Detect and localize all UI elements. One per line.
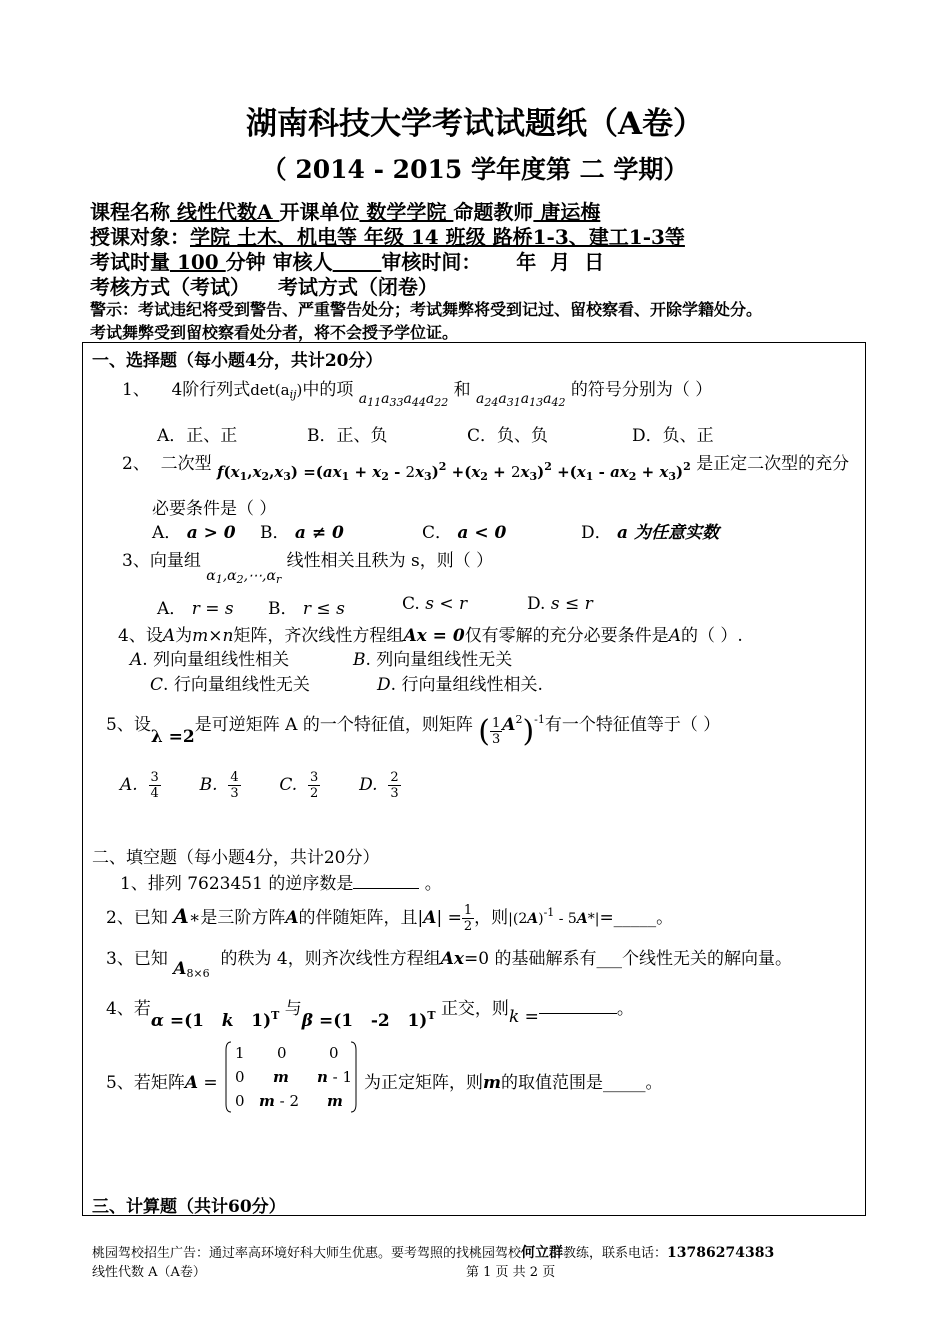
q2-option-b: B． a ≠ 0	[260, 523, 344, 543]
q3-option-b: B． r ≤ s	[268, 599, 345, 619]
q5-options: A. $\frac{3}{4}$ B. $\frac{4}{3}$ C. $\frac{3}{2}$ D. $\frac{2}{3}$	[120, 770, 399, 801]
q1-option-b: B．正、负	[307, 426, 388, 446]
q1-option-c: C．负、负	[467, 426, 549, 446]
question-1-5: 5、设λ =2是可逆矩阵 A 的一个特征值，则矩阵 ( $\frac{1}{3}$ $A^2)^{-1}$有一个特征值等于（ ）	[106, 713, 721, 749]
question-1-3: 3、向量组 $_{\alpha_1,\alpha_2,\cdots,\alpha_r}$ 线性相关且秩为 s，则（ ）	[122, 551, 494, 586]
question-1-2: 2、 二次型 $f(x_1,x_2,x_3) =(ax_1 + x_2 - 2x_3)^2 +(x_2 + 2x_3)^2 +(x_1 - ax_2 + x_3)^2$ 是正定二次型的充分	[122, 454, 850, 483]
unit-name: 数学学院	[359, 200, 454, 224]
question-1-4: 4、设A为m×n矩阵，齐次线性方程组Ax = 0仅有零解的充分必要条件是A的（ ）.	[118, 626, 743, 646]
fill-question-1: 1、排列 7623451 的逆序数是 。	[120, 874, 442, 894]
warning-line-1: 警示：考试违纪将受到警告、严重警告处分；考试舞弊将受到记过、留校察看、开除学籍处分。	[90, 300, 763, 319]
q3-option-a: A． r = s	[157, 599, 234, 619]
exam-title: 湖南科技大学考试试题纸（A卷）	[245, 106, 705, 142]
footer-page-number: 第 1 页 共 2 页	[466, 1265, 556, 1280]
section-2-title: 二、填空题（每小题4分，共计20分）	[92, 848, 380, 868]
course-info-line: 课程名称 线性代数A 开课单位 数学学院 命题教师 唐运梅	[90, 200, 601, 224]
course-name: 线性代数A	[170, 200, 280, 224]
footer-ad: 桃园驾校招生广告：通过率高环境好科大师生优惠。要考驾照的找桃园驾校何立群教练，联系电话：13786274383	[92, 1245, 775, 1261]
q4-option-b: B. 列向量组线性无关	[353, 650, 513, 670]
target-line: 授课对象：学院 土木、机电等 年级 14 班级 路桥1-3、建工1-3等	[90, 225, 685, 249]
fill-question-4: 4、若α =(1 k 1)$^T$ 与β =(1 -2 1)$^T$ 正交，则k = 。	[106, 999, 634, 1031]
q1-option-a: A．正、正	[157, 426, 238, 446]
q3-option-c: C. s < r	[402, 594, 468, 614]
q2-option-a: A． a > 0	[152, 523, 236, 543]
section-1-title: 一、选择题（每小题4分，共计20分）	[92, 351, 383, 371]
fill-question-2: 2、已知 A∗是三阶方阵A的伴随矩阵，且|A| = $\frac{1}{2}$ ，则$|(2A)^{-1}$ - 5A*|=_____。	[106, 903, 674, 934]
question-1-2-cont: 必要条件是（ ）	[152, 499, 277, 519]
q4-option-a: A. 列向量组线性相关	[130, 650, 290, 670]
duration-line: 考试时量 100 分钟 审核人 审核时间： 年 月 日	[90, 250, 605, 274]
matrix-a: 1 0 0 0 m n - 1 0 m - 2 m	[225, 1040, 357, 1114]
question-1-1: 1、 4阶行列式$\det(a_{ij})$中的项 $_{a_{11}a_{33}a_{44}a_{22}}$ 和 $_{a_{24}a_{31}a_{13}a_{42}}$ 的符号分别为（ ）	[122, 380, 713, 409]
warning-line-2: 考试舞弊受到留校察看处分者，将不会授予学位证。	[90, 323, 459, 342]
q3-option-d: D. s ≤ r	[527, 594, 593, 614]
fill-question-5-lead: 5、若矩阵A =	[106, 1073, 218, 1093]
q4-option-c: C. 行向量组线性无关	[150, 675, 310, 695]
teacher-name: 唐运梅	[533, 200, 601, 224]
q1-option-d: D．负、正	[632, 426, 714, 446]
q4-option-d: D. 行向量组线性相关.	[377, 675, 543, 695]
fill-question-3: 3、已知 $A_{8\times 6}$ 的秩为 4，则齐次线性方程组Ax=0 的基础解系有___个线性无关的解向量。	[106, 949, 792, 980]
footer-course: 线性代数 A（A卷）	[92, 1265, 206, 1280]
q2-option-d: D． a 为任意实数	[581, 523, 719, 543]
q2-option-c: C． a < 0	[422, 523, 507, 543]
method-line: 考核方式（考试） 考试方式（闭卷）	[90, 275, 438, 299]
academic-year: （ 2014 - 2015 学年度第 二 学期）	[261, 155, 689, 184]
fill-question-5-tail: 为正定矩阵，则m的取值范围是_____。	[364, 1073, 663, 1093]
section-3-title: 三、计算题（共计60分）	[92, 1197, 286, 1217]
